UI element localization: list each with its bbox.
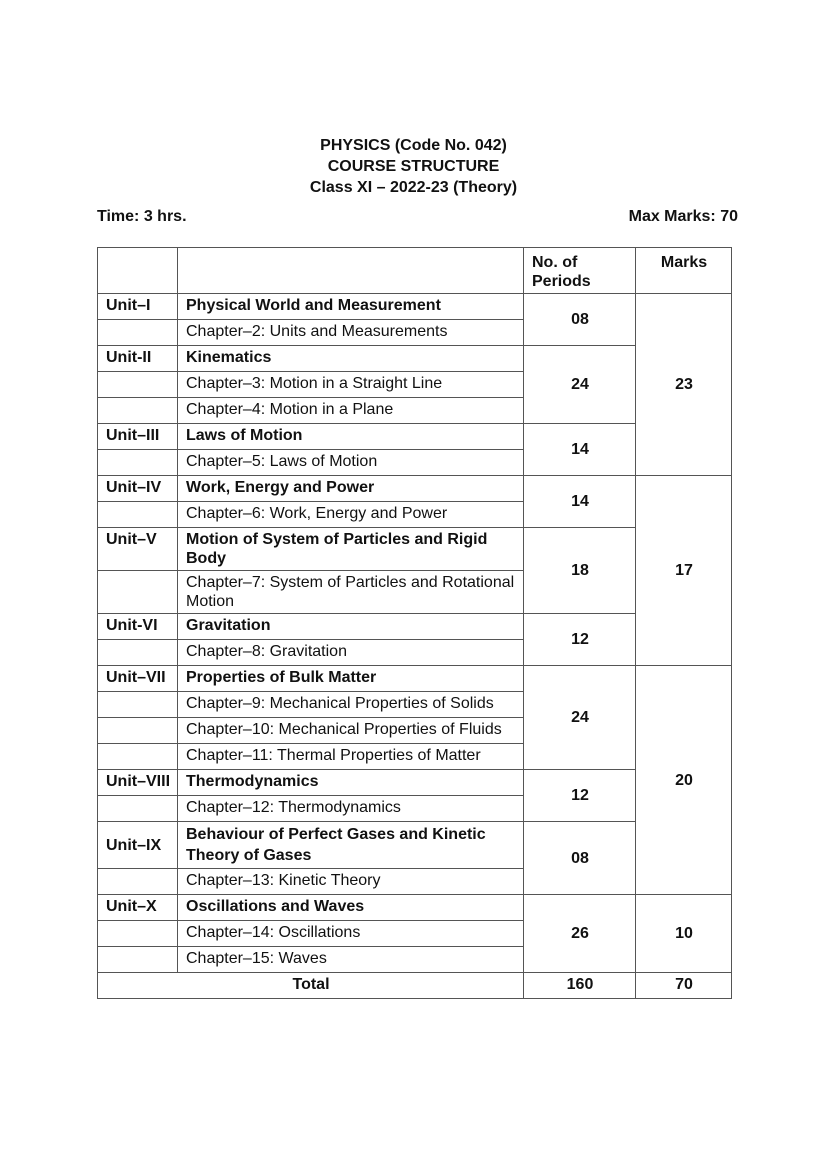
chapter-title: Chapter–14: Oscillations [178,921,524,947]
unit-label [98,398,178,424]
unit-title: Gravitation [178,614,524,640]
exam-meta [97,208,738,229]
header-periods: No. of Periods [524,248,636,294]
periods-cell: 24 [524,666,636,770]
table-row [98,666,732,692]
chapter-title: Chapter–9: Mechanical Properties of Solids [178,692,524,718]
marks-cell: 23 [636,294,732,476]
total-periods: 160 [524,973,636,999]
unit-label: Unit–V [98,528,178,571]
chapter-title: Chapter–6: Work, Energy and Power [178,502,524,528]
periods-cell: 26 [524,895,636,973]
unit-label [98,718,178,744]
class-heading: Class XI – 2022-23 (Theory) [309,179,518,196]
unit-title: Physical World and Measurement [178,294,524,320]
course-structure-heading: COURSE STRUCTURE [327,158,500,175]
chapter-title: Chapter–3: Motion in a Straight Line [178,372,524,398]
periods-cell: 08 [524,294,636,346]
unit-title: Kinematics [178,346,524,372]
time-label: Time: 3 hrs. [97,208,187,225]
unit-label [98,947,178,973]
periods-cell: 24 [524,346,636,424]
total-label: Total [98,973,524,999]
header-marks: Marks [636,248,732,294]
chapter-title: Chapter–2: Units and Measurements [178,320,524,346]
periods-cell: 08 [524,822,636,895]
unit-label: Unit–IX [98,822,178,869]
course-structure-table [97,247,732,999]
chapter-title: Chapter–8: Gravitation [178,640,524,666]
table-row [98,294,732,320]
periods-cell: 18 [524,528,636,614]
total-marks: 70 [636,973,732,999]
unit-label: Unit–III [98,424,178,450]
unit-label [98,372,178,398]
periods-cell: 14 [524,476,636,528]
unit-label [98,502,178,528]
unit-title: Oscillations and Waves [178,895,524,921]
subject-title: PHYSICS (Code No. 042) [320,137,507,154]
unit-label: Unit–X [98,895,178,921]
periods-cell: 14 [524,424,636,476]
chapter-title: Chapter–5: Laws of Motion [178,450,524,476]
chapter-title: Chapter–4: Motion in a Plane [178,398,524,424]
unit-label [98,692,178,718]
marks-cell: 17 [636,476,732,666]
unit-label [98,869,178,895]
unit-label: Unit–I [98,294,178,320]
chapter-title: Chapter–10: Mechanical Properties of Fluids [178,718,524,744]
header-unit-cell [98,248,178,294]
unit-label: Unit-VI [98,614,178,640]
chapter-title: Chapter–12: Thermodynamics [178,796,524,822]
unit-label: Unit–VIII [98,770,178,796]
unit-label: Unit–IV [98,476,178,502]
max-marks-label: Max Marks: 70 [628,208,738,225]
unit-label [98,320,178,346]
header-title-cell [178,248,524,294]
unit-title: Laws of Motion [178,424,524,450]
periods-cell: 12 [524,770,636,822]
unit-label [98,640,178,666]
unit-title: Thermodynamics [178,770,524,796]
table-row [98,895,732,921]
chapter-title: Chapter–15: Waves [178,947,524,973]
unit-title: Properties of Bulk Matter [178,666,524,692]
unit-title: Motion of System of Particles and Rigid Body [178,528,524,571]
periods-cell: 12 [524,614,636,666]
total-row [98,973,732,999]
unit-label [98,796,178,822]
unit-label: Unit–VII [98,666,178,692]
unit-label: Unit-II [98,346,178,372]
unit-title: Behaviour of Perfect Gases and Kinetic Theory of Gases [178,822,524,869]
unit-title: Work, Energy and Power [178,476,524,502]
table-row [98,476,732,502]
unit-label [98,450,178,476]
unit-label [98,744,178,770]
unit-label [98,921,178,947]
chapter-title: Chapter–13: Kinetic Theory [178,869,524,895]
chapter-title: Chapter–7: System of Particles and Rotational Motion [178,571,524,614]
chapter-title: Chapter–11: Thermal Properties of Matter [178,744,524,770]
table-header-row [98,248,732,294]
unit-label [98,571,178,614]
document-header [0,135,827,198]
marks-cell: 20 [636,666,732,895]
marks-cell: 10 [636,895,732,973]
